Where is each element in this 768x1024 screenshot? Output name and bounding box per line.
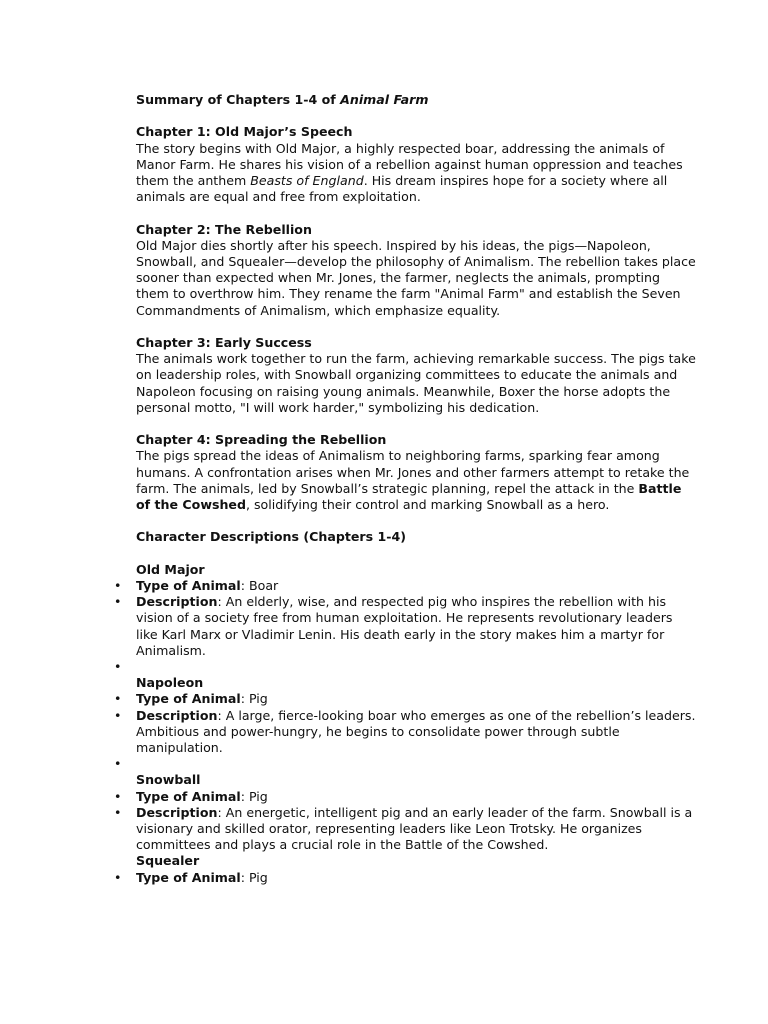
- character-name-squealer: Squealer: [136, 853, 200, 869]
- character-name-snowball: Snowball: [136, 772, 201, 788]
- chapter-4-heading: Chapter 4: Spreading the Rebellion: [136, 432, 387, 448]
- list-item: • Type of Animal: Pig: [136, 870, 696, 886]
- list-item: • Description: An elderly, wise, and respected pig who inspires the rebellion with his vision of a society free from human exploitation. He represents revolutionary leaders like Karl Marx or Vladimir Lenin. His death early in the story makes him a martyr for Animalism.: [136, 594, 696, 659]
- chapter-1-heading: Chapter 1: Old Major’s Speech: [136, 124, 353, 140]
- chapter-2-heading: Chapter 2: The Rebellion: [136, 221, 312, 237]
- character-name-old-major: Old Major: [136, 561, 205, 577]
- chapter-3-heading: Chapter 3: Early Success: [136, 335, 312, 350]
- list-item: • Type of Animal: Boar: [136, 578, 696, 594]
- list-item: • Type of Animal: Pig: [136, 691, 696, 707]
- document-title: Summary of Chapters 1-4 of Animal Farm: [136, 92, 429, 107]
- list-item: • Type of Animal: Pig: [136, 789, 696, 805]
- chapter-2-text: Old Major dies shortly after his speech. Inspired by his ideas, the pigs—Napoleon, Snowball, and Squealer—develop the philosophy of Animalism. The rebellion takes place sooner than expected when Mr. Jones, the farmer, neglects the animals, prompting them to overthrow him. They rename the farm "Animal Farm" and establish the Seven Commandments of Animalism, which emphasize equality.: [136, 237, 696, 318]
- character-name-napoleon: Napoleon: [136, 675, 204, 691]
- empty-list-item: [136, 659, 696, 675]
- list-item: • Description: An energetic, intelligent pig and an early leader of the farm. Snowball is a visionary and skilled orator, representing leaders like Leon Trotsky. He organizes committees and plays a crucial role in the Battle of the Cowshed.: [136, 805, 696, 854]
- document-body: [136, 92, 696, 886]
- empty-list-item: [136, 756, 696, 772]
- chapter-1-text: The story begins with Old Major, a highly respected boar, addressing the animals of Manor Farm. He shares his vision of a rebellion against human oppression and teaches them the anthem Beasts of England. His dream inspires hope for a society where all animals are equal and free from exploitation.: [136, 140, 683, 205]
- chapter-3-text: The animals work together to run the farm, achieving remarkable success. The pigs take on leadership roles, with Snowball organizing committees to educate the animals and Napoleon focusing on raising young animals. Meanwhile, Boxer the horse adopts the personal motto, "I will work harder," symbolizing his dedication.: [136, 351, 696, 415]
- list-item: • Description: A large, fierce-looking boar who emerges as one of the rebellion’s leaders. Ambitious and power-hungry, he begins to consolidate power through subtle manipulation.: [136, 708, 696, 757]
- chapter-4-text: The pigs spread the ideas of Animalism to neighboring farms, sparking fear among humans. A confrontation arises when Mr. Jones and other farmers attempt to retake the farm. The animals, led by Snowball’s strategic planning, repel the attack in the Battle of the Cowshed, solidifying their control and marking Snowball as a hero.: [136, 448, 690, 513]
- characters-heading: Character Descriptions (Chapters 1-4): [136, 529, 407, 545]
